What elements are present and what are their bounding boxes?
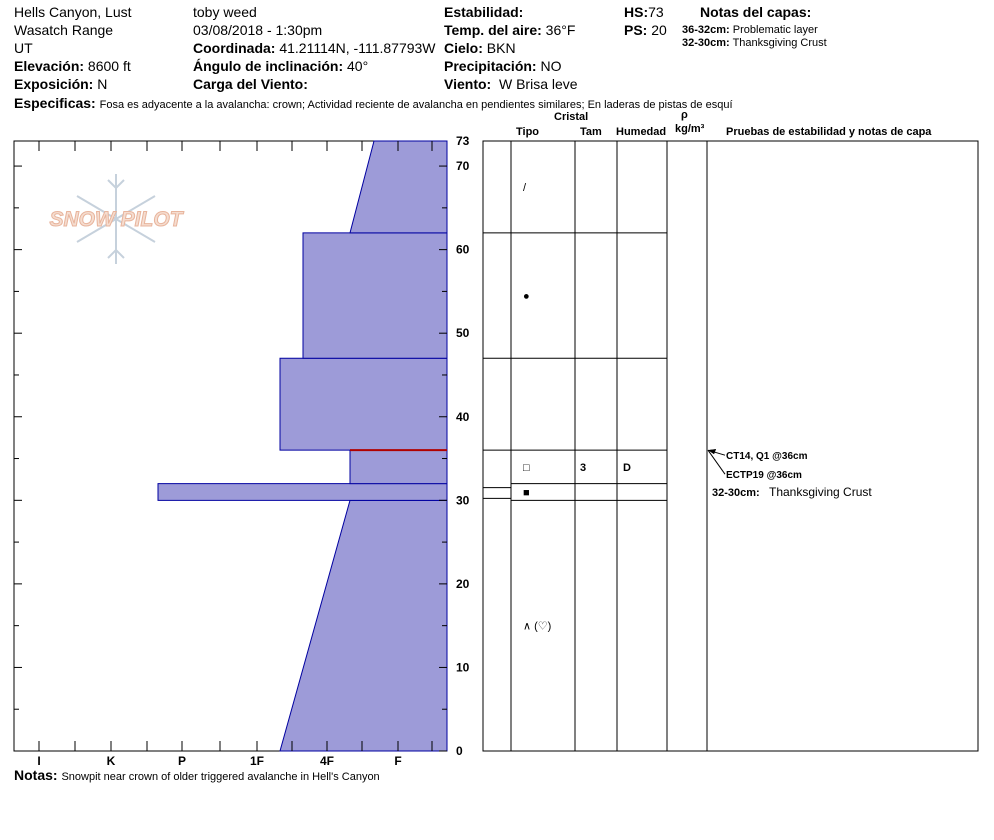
layer-note-range: 32-30cm:: [712, 486, 760, 499]
air-temp-value: 36°F: [545, 22, 576, 38]
depth-label: 70: [456, 159, 470, 174]
slope-label: Ángulo de inclinación:: [193, 58, 344, 74]
hardness-label: 4F: [319, 754, 335, 768]
moisture: D: [623, 461, 631, 474]
depth-label: 50: [456, 326, 470, 341]
grain-type: □: [523, 461, 530, 474]
precip-label: Precipitación:: [444, 58, 537, 74]
stability-test: ECTP19 @36cm: [726, 470, 802, 482]
wind-load-label: Carga del Viento:: [193, 76, 308, 92]
hardness-layer: [303, 233, 447, 358]
hardness-label: K: [106, 754, 116, 768]
layer-table-cells: [523, 182, 631, 633]
hardness-label: 1F: [249, 754, 265, 768]
elevation-label: Elevación:: [14, 58, 85, 74]
sky-label: Cielo:: [444, 40, 483, 56]
aspect-label: Exposición:: [14, 76, 94, 92]
coord-value: 41.21114N, -111.87793W: [279, 40, 436, 56]
crystal-header: Cristal: [554, 111, 589, 123]
layer-note-range: 36-32cm:: [682, 24, 730, 36]
observer: toby weed: [193, 4, 257, 20]
hs-value: 73: [648, 4, 664, 20]
grain-type: ∧ (♡): [523, 620, 552, 633]
notes-label: Notas:: [14, 767, 58, 783]
layer-note-text: Thanksgiving Crust: [769, 484, 872, 499]
location: Hells Canyon, Lust: [14, 4, 132, 20]
type-header: Tipo: [516, 126, 540, 138]
hardness-layer: [280, 358, 447, 450]
wind-value: W Brisa leve: [498, 76, 578, 92]
size-header: Tam: [580, 126, 602, 138]
range: Wasatch Range: [14, 22, 114, 38]
stability-test: CT14, Q1 @36cm: [726, 451, 808, 463]
layer-notes-title: Notas del capas:: [700, 4, 812, 20]
depth-label-top: 73: [456, 134, 470, 148]
air-temp-label: Temp. del aire:: [444, 22, 542, 38]
ps-value: 20: [651, 22, 667, 38]
depth-label: 40: [456, 409, 470, 424]
sky-value: BKN: [486, 40, 516, 56]
coord-label: Coordinada:: [193, 40, 276, 56]
grain-type: ■: [523, 486, 530, 499]
density-unit: kg/m³: [675, 123, 705, 135]
hardness-layer: [350, 141, 447, 233]
test-arrow: [708, 450, 725, 474]
layer-note-range: 32-30cm:: [682, 37, 730, 49]
notes-value: Snowpit near crown of older triggered avalanche in Hell's Canyon: [61, 771, 380, 783]
stability-tests: [708, 449, 872, 499]
grain-type: /: [523, 181, 527, 194]
logo-text: SNOW PILOT: [49, 208, 183, 231]
moisture-header: Humedad: [616, 126, 667, 138]
elevation-value: 8600 ft: [87, 58, 131, 74]
depth-label: 0: [456, 744, 463, 758]
aspect-value: N: [97, 76, 108, 92]
hardness-label: P: [177, 754, 187, 768]
tests-header: Pruebas de estabilidad y notas de capa: [726, 126, 932, 138]
depth-label: 30: [456, 493, 470, 508]
wind-label: Viento:: [444, 76, 492, 92]
grain-size: 3: [580, 461, 587, 474]
snowpilot-logo: [50, 174, 185, 264]
datetime: 03/08/2018 - 1:30pm: [193, 22, 323, 38]
depth-label: 20: [456, 576, 470, 591]
depth-label: 60: [456, 242, 470, 257]
specifics-label: Especificas:: [14, 95, 96, 111]
depth-axis-labels: [456, 134, 470, 758]
depth-label: 10: [456, 660, 470, 675]
precip-value: NO: [540, 58, 562, 74]
notes: [14, 767, 380, 784]
stability-label: Estabilidad:: [444, 4, 524, 20]
state: UT: [14, 40, 33, 56]
hs-label: HS:: [624, 4, 649, 20]
slope-value: 40°: [347, 58, 369, 74]
hardness-label: F: [394, 754, 402, 768]
hardness-layer: [350, 450, 447, 483]
ps-label: PS:: [624, 22, 648, 38]
layer-note-text: Thanksgiving Crust: [732, 37, 827, 49]
density-symbol: ρ: [681, 109, 688, 121]
hardness-layers: [158, 141, 447, 751]
layer-note-text: Problematic layer: [732, 24, 818, 36]
hardness-layer: [280, 500, 447, 751]
grain-type: ●: [523, 290, 530, 303]
hardness-layer: [158, 484, 447, 501]
hardness-label: I: [37, 754, 41, 768]
hardness-axis-labels: [37, 754, 401, 768]
specifics-value: Fosa es adyacente a la avalancha: crown; Actividad reciente de avalancha en pendientes similares; En laderas de pistas de esquí: [99, 99, 733, 111]
